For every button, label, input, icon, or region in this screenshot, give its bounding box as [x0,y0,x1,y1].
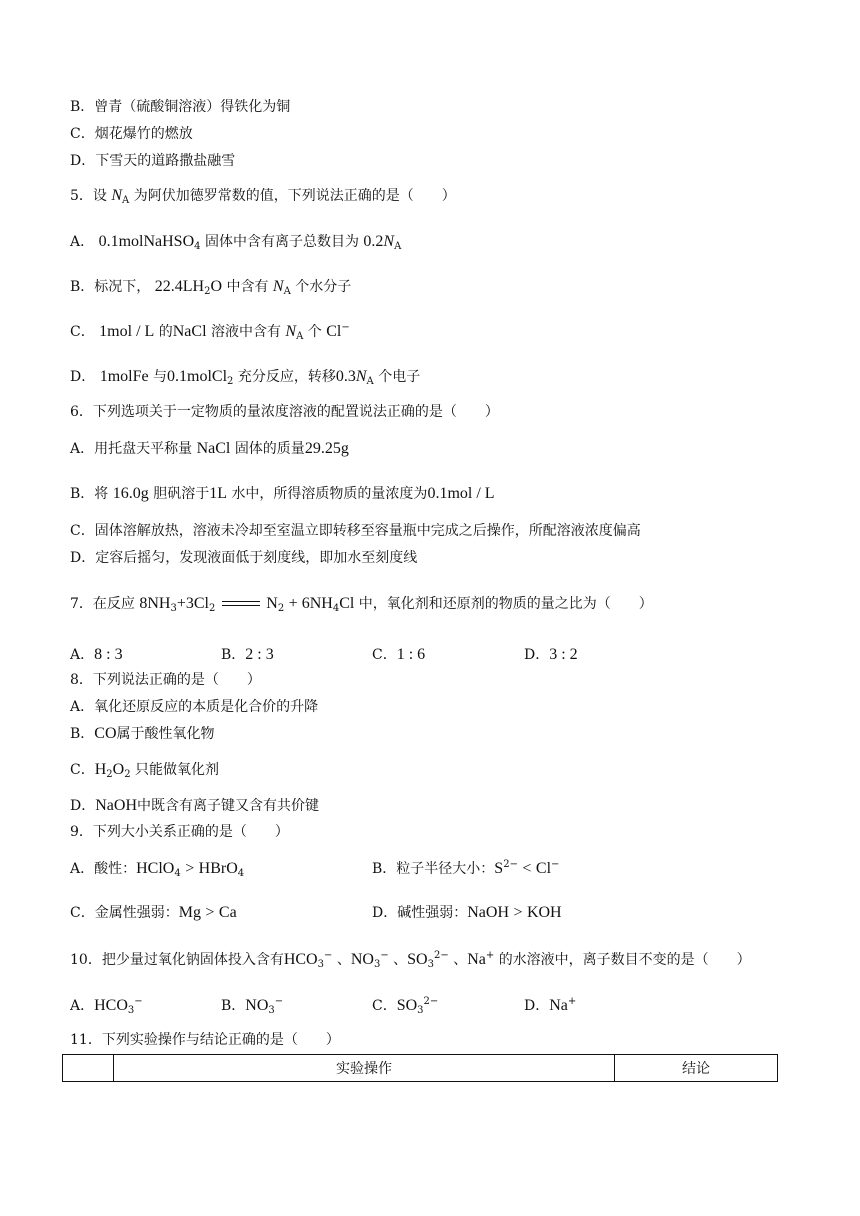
q7-option-d: D．3 : 2 [524,646,578,663]
q7-option-b: B．2 : 3 [221,646,274,663]
q7-option-a: A．8 : 3 [70,646,123,663]
equals-sign [222,599,260,609]
q6-option-b: B．将 16.0g 胆矾溶于1L 水中，所得溶质物质的量浓度为0.1mol / L [70,485,495,502]
q10-stem: 10．把少量过氧化钠固体投入含有$HCO_3^-$ 、$NO_3^-$ 、$SO_3^{2-}$ 、Na+ 的水溶液中，离子数目不变的是（ ） [70,950,751,970]
q8-option-d: D．NaOH中既含有离子键又含有共价键 [70,797,319,814]
q4-option-c: C．烟花爆竹的燃放 [70,126,193,142]
q8-option-a: A．氧化还原反应的本质是化合价的升降 [70,699,319,715]
q9-option-a: A．酸性：HClO$_4$ > HBrO$_4$ [70,860,245,879]
q5-option-a: A． 0.1molNaHSO$_4$ 固体中含有离子总数目为 $0.2N_A$ [70,233,402,252]
q4-option-d: D．下雪天的道路撒盐融雪 [70,153,236,169]
q5-option-d: D． 1molFe 与0.1molCl$_2$ 充分反应，转移$0.3N_A$ 个电子 [70,368,421,387]
q8-option-c: C．$H_2O_2$ 只能做氧化剂 [70,761,220,780]
q10-option-c: C．$SO_3^{2-}$ [372,996,439,1016]
q9-option-d: D．碱性强弱：NaOH > KOH [372,904,562,921]
q9-option-c: C．金属性强弱：Mg > Ca [70,904,237,921]
table-header-row [63,1055,778,1082]
q6-option-d: D．定容后摇匀，发现液面低于刻度线，即加水至刻度线 [70,550,418,566]
q7-stem: 7．在反应 $8NH_3+3Cl_2$ $N_2 + 6NH_4Cl$ 中，氧化剂和还原剂的物质的量之比为（ ） [70,595,653,614]
q11-stem: 11．下列实验操作与结论正确的是（ ） [70,1032,340,1048]
q9-stem: 9．下列大小关系正确的是（ ） [70,824,289,840]
q6-option-a: A．用托盘天平称量 NaCl 固体的质量29.25g [70,440,349,457]
q6-option-c: C．固体溶解放热，溶液未冷却至室温立即转移至容量瓶中完成之后操作，所配溶液浓度偏高 [70,523,641,539]
q10-option-d: D．Na+ [524,996,577,1014]
q7-option-c: C．1 : 6 [372,646,426,663]
q10-option-b: B．$NO_3^-$ [221,996,284,1016]
q4-option-b: B．曾青（硫酸铜溶液）得铁化为铜 [70,99,291,115]
table-header-cell [63,1055,114,1082]
q10-option-a: A．$HCO_3^-$ [70,996,143,1016]
q5-stem: 5．设 $N_A$ 为阿伏加德罗常数的值，下列说法正确的是（ ） [70,187,456,206]
q9-option-b: B．粒子半径大小：$S^{2-} < Cl^-$ [372,859,560,877]
q8-stem: 8．下列说法正确的是（ ） [70,672,261,688]
q5-option-c: C． 1mol / L 的NaCl 溶液中含有 $N_A$ 个 Cl− [70,322,350,342]
q8-option-b: B．CO属于酸性氧化物 [70,725,215,742]
experiment-table [62,1054,778,1082]
table-header-cell: 结论 [615,1055,778,1082]
q5-option-b: B．标况下， $22.4LH_2O$ 中含有 $N_A$ 个水分子 [70,278,352,297]
q6-stem: 6．下列选项关于一定物质的量浓度溶液的配置说法正确的是（ ） [70,404,499,420]
table-header-cell: 实验操作 [114,1055,615,1082]
